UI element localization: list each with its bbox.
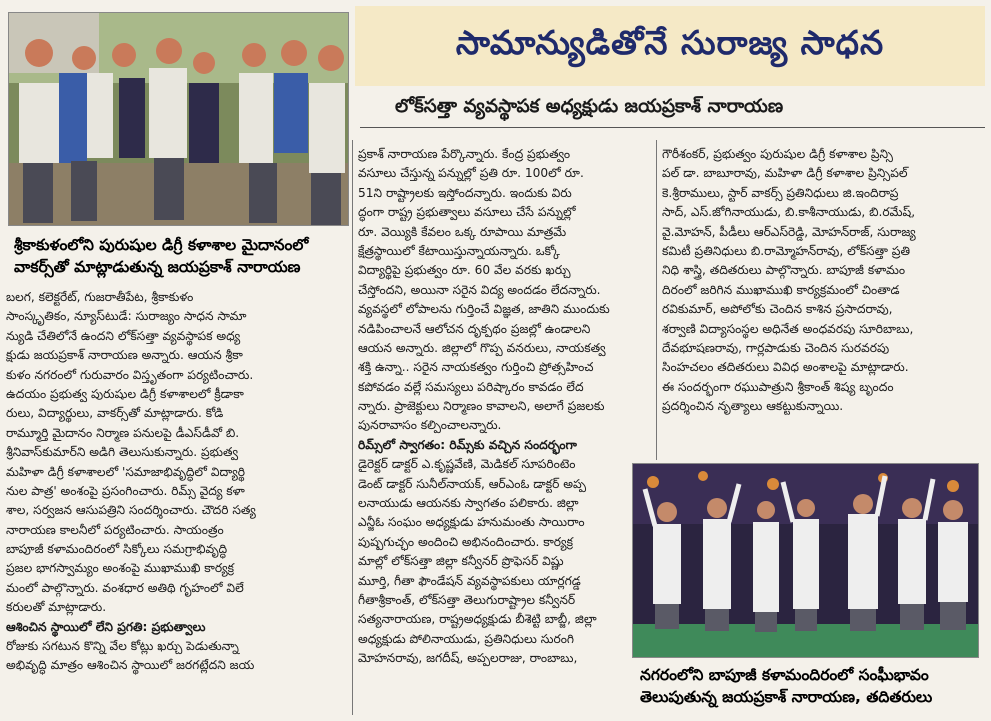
photo-walkers — [8, 12, 349, 226]
column-2: ప్రకాశ్ నారాయణ పేర్కొన్నారు. కేంద్ర ప్రభుత్వం వసూలు చేస్తున్న పన్నుల్లో ప్రతి రూ. 100లో రూ. 51ని రాష్ట్రాలకు ఇస్తోందన్నారు. ఇందుకు విరు ద్ధంగా రాష్ట్ర ప్రభుత్వాలు వసూలు చేసే పన్నుల్లో రూ. వెయ్యికి కేవలం ఒక్క రూపాయి మాత్రమే క్షేత్రస్థాయిలో కేటాయిస్తున్నాయన్నారు. ఒక్కో విద్యార్థిపై ప్రభుత్వం రూ. 60 వేల వరకు ఖర్చు చేస్తోందని, అయినా సరైన విద్య అందడం లేదన్నారు. వ్యవస్థలో లోపాలను గుర్తించే విజ్ఞత, జాతిని ముందుకు నడిపించాలనే ఆలోచన దృక్పథం ప్రజల్లో ఉండాలని ఆయన అన్నారు. జిల్లాలో గొప్ప వనరులు, నాయకత్వ శక్తి ఉన్నా.. సరైన నాయకత్వం గుర్తించి ప్రోత్సహించ కపోవడం వల్లే సమస్యలు పరిష్కారం కావడం లేద న్నారు. ప్రాజెక్టులు నిర్మాణం కావాలని, అలాగే ప్రజలకు పునరావాసం కల్పించాలన్నారు. రిమ్స్‌లో స్వాగతం: రిమ్స్‌కు వచ్చిన సందర్భంగా డైరెక్టర్ డాక్టర్ ఎ.కృష్ణవేణి, మెడికల్ సూపరింటెం డెంట్ డాక్టర్ సునీల్‌నాయక్, ఆర్ఎంఓ డాక్టర్ అప్ప లనాయుడు ఆయనకు స్వాగతం పలికారు. జిల్లా ఎన్జీఓ సంఘం అధ్యక్షుడు హనుమంతు సాయిరాం పుష్పగుచ్ఛం అందించి అభినందించారు. కార్యక్ర మాల్లో లోక్‌సత్తా జిల్లా కన్వీనర్ ప్రొఫెసర్ విష్ణు మూర్తి, గీతా ఫౌండేషన్ వ్యవస్థాపకులు యార్లగడ్డ గీతాశ్రీకాంత్, లోక్‌సత్తా తెలుగురాష్ట్రాల కన్వీనర్ సత్యనారాయణ, రాష్ట్రఅధ్యక్షుడు బీశెట్టి బాబ్జీ, జిల్లా అధ్యక్షుడు పోలినాయుడు, ప్రతినిధులు సురంగి మోహనరావు, జగదీష్, అప్పలరాజు, రాంబాబు, — [358, 147, 610, 666]
photo1-caption: శ్రీకాకుళంలోని పురుషుల డిగ్రీ కళాశాల మైదానంలో వాకర్స్‌తో మాట్లాడుతున్న జయప్రకాశ్ నారాయణ — [14, 236, 309, 276]
photo2-caption: నగరంలోని బాపూజీ కళామందిరంలో సంఘీభావం తెలుపుతున్న జయప్రకాశ్ నారాయణ, తదితరులు — [640, 666, 933, 706]
headline: సామాన్యుడితోనే సురాజ్య సాధన — [455, 22, 885, 62]
column-divider-2 — [656, 140, 657, 460]
photo-stage — [632, 463, 979, 658]
column-divider-1 — [352, 140, 353, 715]
headline-box — [355, 6, 985, 86]
column-1: బలగ, కలెక్టరేట్, గుజరాతీపేట, శ్రీకాకుళం సాంస్కృతికం, న్యూస్‌టుడే: సురాజ్యం సాధన సామా న్యుడి చేతిలోనే ఉందని లోక్‌సత్తా వ్యవస్థాపక అధ్య క్షుడు జయప్రకాశ్ నారాయణ అన్నారు. ఆయన శ్రీకా కుళం నగరంలో గురువారం విస్తృతంగా పర్యటించారు. ఉదయం ప్రభుత్వ పురుషుల డిగ్రీ కళాశాలలో క్రీడాకా రులు, విద్యార్థులు, వాకర్స్‌తో మాట్లాడారు. కోడి రామ్మూర్తి మైదానం నిర్మాణ పనులపై డీఎస్‌డీవో బి. శ్రీనివాస్‌కుమార్‌ని అడిగి తెలుసుకున్నారు. ప్రభుత్వ మహిళా డిగ్రీ కళాశాలలో 'సమాజాభివృద్ధిలో విద్యార్థి నుల పాత్ర' అంశంపై ప్రసంగించారు. రిమ్స్ వైద్య కళా శాల, సర్వజన ఆసుపత్రిని సందర్శించారు. చౌదరి సత్య నారాయణ కాలనీలో పర్యటించారు. సాయంత్రం బాపూజీ కళామందిరంలో సిక్కోలు సమగ్రాభివృద్ధి ప్రజల భాగస్వామ్యం అంశంపై ముఖాముఖి కార్యక్ర మంలో పాల్గొన్నారు. వంశధార అతిథి గృహంలో విలే కరులతో మాట్లాడారు. ఆశించిన స్థాయిలో లేని ప్రగతి: ప్రభుత్వాలు రోజుకు సగటున కొన్ని వేల కోట్లు ఖర్చు పెడుతున్నా అభివృద్ధి మాత్రం ఆశించిన స్థాయిలో జరగట్లేదని జయ — [6, 290, 256, 673]
subheadline: లోక్‌సత్తా వ్యవస్థాపక అధ్యక్షుడు జయప్రకాశ్ నారాయణ — [395, 96, 784, 117]
column-3: గౌరీశంకర్, ప్రభుత్వం పురుషుల డిగ్రీ కళాశాల ప్రిన్సి పల్ డా. బాబూరావు, మహిళా డిగ్రీ కళాశాల ప్రిన్సిపల్ కె.శ్రీరాములు, స్టార్ వాకర్స్ ప్రతినిధులు జి.ఇందిరాప్ర సాద్, ఎస్.జోగినాయుడు, బి.కాశీనాయుడు, బి.రమేష్, వై.మోహన్, పీడీలు ఆర్ఎస్‌రెడ్డి, మోహన్‌రాజ్, సురాజ్య కమిటీ ప్రతినిధులు బి.రామ్మోహన్‌రావు, లోక్‌సత్తా ప్రతి నిధి శాస్త్రి, తదితరులు పాల్గొన్నారు. బాపూజీ కళామం దిరంలో జరిగిన ముఖాముఖి కార్యక్రమంలో చింతాడ రవికుమార్, అపోలోకు చెందిన కాశిన ప్రసాదరావు, శర్వాణి విద్యాసంస్థల అధినేత అంధవరపు సూరిబాబు, దేవభూషణరావు, గార్లపాడుకు చెందిన సురవరపు సింహచలం తదితరులు వివిధ అంశాలపై మాట్లాడారు. ఈ సందర్భంగా రఘుపాత్రుని శ్రీకాంత్ శిష్య బృందం ప్రదర్శించిన నృత్యాలు ఆకట్టుకున్నాయి. — [662, 147, 916, 414]
subhead-rule — [360, 127, 985, 128]
